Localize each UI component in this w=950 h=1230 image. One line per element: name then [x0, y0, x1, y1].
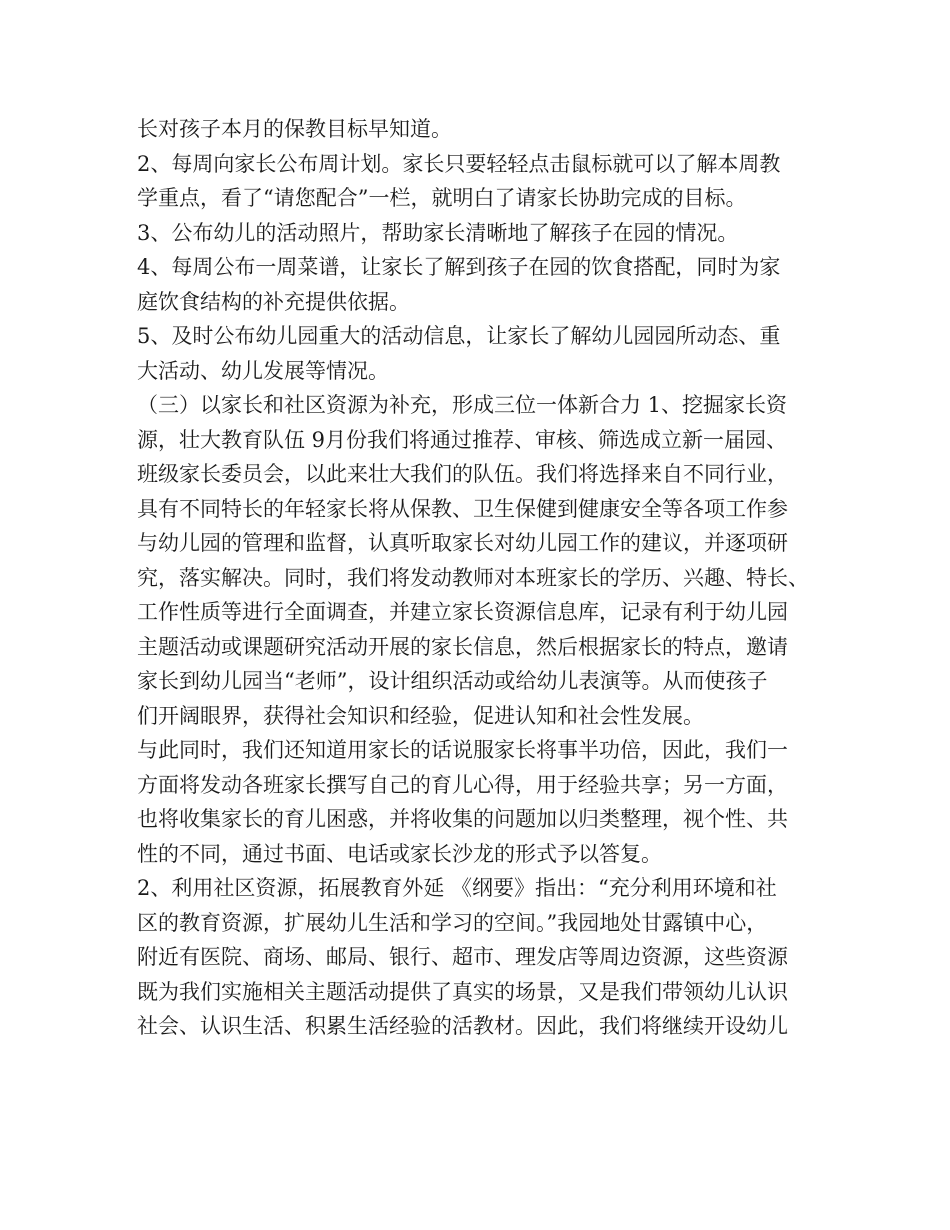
text-line: 庭饮食结构的补充提供依据。 [137, 289, 410, 314]
text-line: 们开阔眼界，获得社会知识和经验，促进认知和社会性发展。 [137, 703, 704, 728]
text-line: 既为我们实施相关主题活动提供了真实的场景，又是我们带领幼儿认识 [137, 979, 788, 1004]
text-line: 具有不同特长的年轻家长将从保教、卫生保健到健康安全等各项工作参 [137, 496, 788, 521]
text-line: 2、利用社区资源，拓展教育外延 《纲要》指出：“充分利用环境和社 [137, 876, 777, 900]
text-line: 4、每周公布一周菜谱，让家长了解到孩子在园的饮食搭配，同时为家 [137, 255, 781, 279]
text-line: 3、公布幼儿的活动照片，帮助家长清晰地了解孩子在园的情况。 [137, 220, 739, 245]
text-line: 学重点，看了“请您配合”一栏，就明白了请家长协助完成的目标。 [137, 186, 747, 210]
text-line: 家长到幼儿园当“老师”，设计组织活动或给幼儿表演等。从而使孩子 [137, 669, 768, 693]
text-line: 5、及时公布幼儿园重大的活动信息，让家长了解幼儿园园所动态、重 [137, 324, 781, 348]
text-line: 究，落实解决。同时，我们将发动教师对本班家长的学历、兴趣、特长、 [137, 565, 809, 590]
text-line: 附近有医院、商场、邮局、银行、超市、理发店等周边资源，这些资源 [137, 945, 788, 969]
text-line: 工作性质等进行全面调查，并建立家长资源信息库，记录有利于幼儿园 [137, 600, 788, 624]
text-line: （三）以家长和社区资源为补充，形成三位一体新合力 1、挖掘家长资 [137, 393, 788, 417]
text-line: 班级家长委员会，以此来壮大我们的队伍。我们将选择来自不同行业， [137, 462, 788, 486]
text-line: 性的不同，通过书面、电话或家长沙龙的形式予以答复。 [137, 841, 662, 866]
text-line: 区的教育资源，扩展幼儿生活和学习的空间。”我园地处甘露镇中心， [137, 910, 768, 935]
text-line: 与此同时，我们还知道用家长的话说服家长将事半功倍，因此，我们一 [137, 738, 788, 762]
text-line: 主题活动或课题研究活动开展的家长信息，然后根据家长的特点，邀请 [137, 634, 788, 659]
text-line: 社会、认识生活、积累生活经验的活教材。因此，我们将继续开设幼儿 [137, 1014, 788, 1038]
text-line: 与幼儿园的管理和监督，认真听取家长对幼儿园工作的建议，并逐项研 [137, 531, 788, 555]
text-line: 长对孩子本月的保教目标早知道。 [137, 117, 452, 141]
text-line: 大活动、幼儿发展等情况。 [137, 358, 389, 383]
body-text [137, 112, 827, 1044]
text-line: 源，壮大教育队伍 9月份我们将通过推荐、审核、筛选成立新一届园、 [137, 427, 788, 452]
text-line: 也将收集家长的育儿困惑，并将收集的问题加以归类整理，视个性、共 [137, 807, 788, 831]
text-line: 2、每周向家长公布周计划。家长只要轻轻点击鼠标就可以了解本周教 [137, 151, 781, 176]
text-line: 方面将发动各班家长撰写自己的育儿心得，用于经验共享；另一方面， [137, 772, 788, 797]
